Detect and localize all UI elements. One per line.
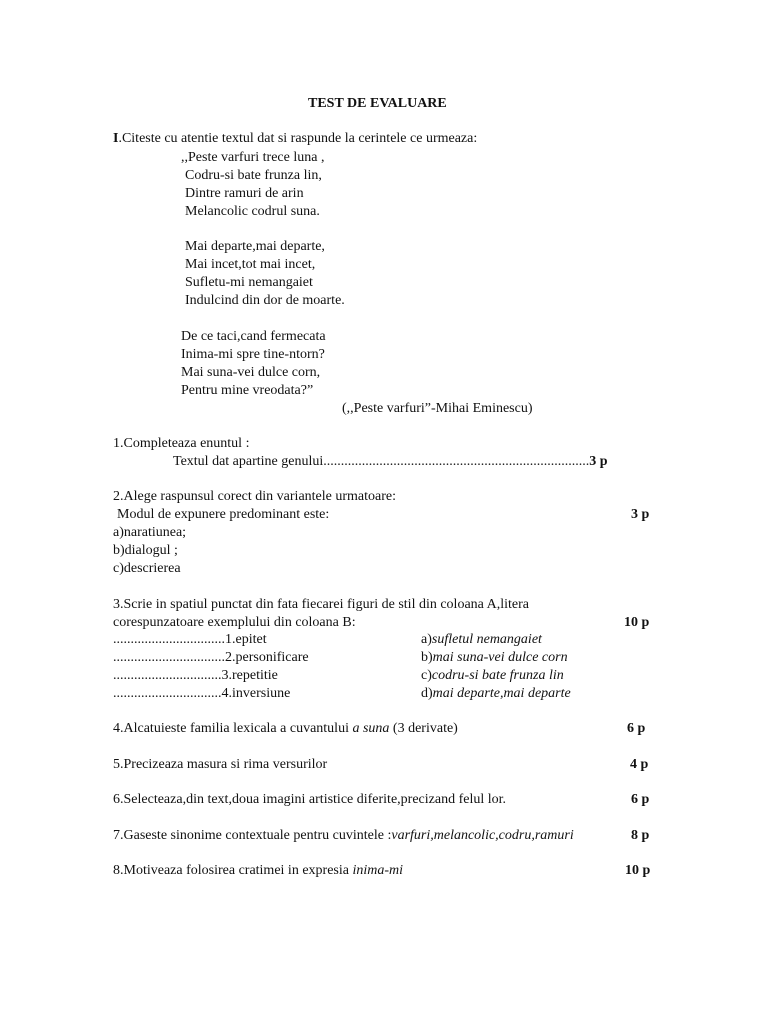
- poem-line: Indulcind din dor de moarte.: [185, 293, 345, 308]
- poem-line: Mai suna-vei dulce corn,: [181, 365, 321, 380]
- question-4-suffix: (3 derivate): [389, 721, 458, 736]
- question-8-text: 8.Motiveaza folosirea cratimei in expresia: [113, 863, 353, 878]
- question-1-prompt: Textul dat apartine genului: [173, 454, 324, 469]
- figure-label: 1.epitet: [225, 632, 267, 647]
- question-4-word: a suna: [352, 721, 390, 736]
- points-value: 10 p: [624, 615, 650, 630]
- figure-label: 2.personificare: [225, 650, 309, 665]
- roman-numeral: I: [113, 131, 119, 146]
- points-value: 3 p: [589, 454, 608, 469]
- poem-line: Inima-mi spre tine-ntorn?: [181, 347, 325, 362]
- poem-line: Mai departe,mai departe,: [185, 239, 325, 254]
- section-instruction: [113, 130, 477, 148]
- item-letter: c): [421, 668, 432, 683]
- question-2: 2.Alege raspunsul corect din variantele urmatoare:: [113, 489, 396, 504]
- figure-label: 4.inversiune: [221, 686, 291, 701]
- item-letter: b): [421, 650, 433, 665]
- question-3-cont: corespunzatoare exemplului din coloana B:: [113, 615, 356, 630]
- question-3: 3.Scrie in spatiul punctat din fata fiecarei figuri de stil din coloana A,litera: [113, 597, 529, 612]
- column-a-item: [113, 667, 278, 685]
- poem-line: Codru-si bate frunza lin,: [185, 168, 322, 183]
- answer-blank: ................................: [113, 632, 225, 647]
- column-b-item: [421, 631, 542, 649]
- poem-line: Melancolic codrul suna.: [185, 204, 320, 219]
- example-text: mai suna-vei dulce corn: [432, 650, 568, 665]
- question-7-words: varfuri,melancolic,codru,ramuri: [391, 828, 574, 843]
- poem-source: (,,Peste varfuri”-Mihai Eminescu): [342, 401, 533, 416]
- question-4-text: 4.Alcatuieste familia lexicala a cuvantului: [113, 721, 353, 736]
- points-value: 6 p: [627, 721, 646, 736]
- points-value: 4 p: [630, 757, 649, 772]
- question-7-text: 7.Gaseste sinonime contextuale pentru cuvintele :: [113, 828, 392, 843]
- question-8: [113, 862, 403, 880]
- example-text: sufletul nemangaiet: [431, 632, 542, 647]
- poem-line: Mai incet,tot mai incet,: [185, 257, 316, 272]
- example-text: mai departe,mai departe: [432, 686, 571, 701]
- points-value: 10 p: [625, 863, 651, 878]
- answer-blank: ...............................: [113, 686, 222, 701]
- answer-blank: ................................: [113, 650, 225, 665]
- question-4: [113, 720, 458, 738]
- column-b-item: [421, 649, 568, 667]
- question-1: 1.Completeaza enuntul :: [113, 436, 250, 451]
- item-letter: a): [421, 632, 432, 647]
- column-b-item: [421, 685, 571, 703]
- item-letter: d): [421, 686, 433, 701]
- option-a: a)naratiunea;: [113, 525, 187, 540]
- column-a-item: [113, 685, 290, 703]
- example-text: codru-si bate frunza lin: [431, 668, 564, 683]
- option-c: c)descrierea: [113, 561, 181, 576]
- answer-blank: ...............................: [113, 668, 222, 683]
- points-value: 8 p: [631, 828, 650, 843]
- question-1-line: [173, 453, 608, 471]
- column-a-item: [113, 649, 309, 667]
- points-value: 6 p: [631, 792, 650, 807]
- question-6: 6.Selecteaza,din text,doua imagini artistice diferite,precizand felul lor.: [113, 792, 507, 807]
- column-b-item: [421, 667, 564, 685]
- question-8-word: inima-mi: [352, 863, 404, 878]
- poem-line: De ce taci,cand fermecata: [181, 329, 326, 344]
- question-7: [113, 827, 574, 845]
- poem-line: Dintre ramuri de arin: [185, 186, 304, 201]
- instruction-text: .Citeste cu atentie textul dat si raspunde la cerintele ce urmeaza:: [118, 131, 478, 146]
- points-value: 3 p: [631, 507, 650, 522]
- poem-line: Pentru mine vreodata?”: [181, 383, 314, 398]
- poem-line: Sufletu-mi nemangaiet: [185, 275, 313, 290]
- page-title: TEST DE EVALUARE: [308, 96, 447, 111]
- option-b: b)dialogul ;: [113, 543, 178, 558]
- question-5: 5.Precizeaza masura si rima versurilor: [113, 757, 328, 772]
- column-a-item: [113, 631, 267, 649]
- question-2-sub: Modul de expunere predominant este:: [117, 507, 330, 522]
- figure-label: 3.repetitie: [221, 668, 278, 683]
- poem-line: ,,Peste varfuri trece luna ,: [181, 150, 325, 165]
- answer-blank: ............................................................................: [323, 454, 590, 469]
